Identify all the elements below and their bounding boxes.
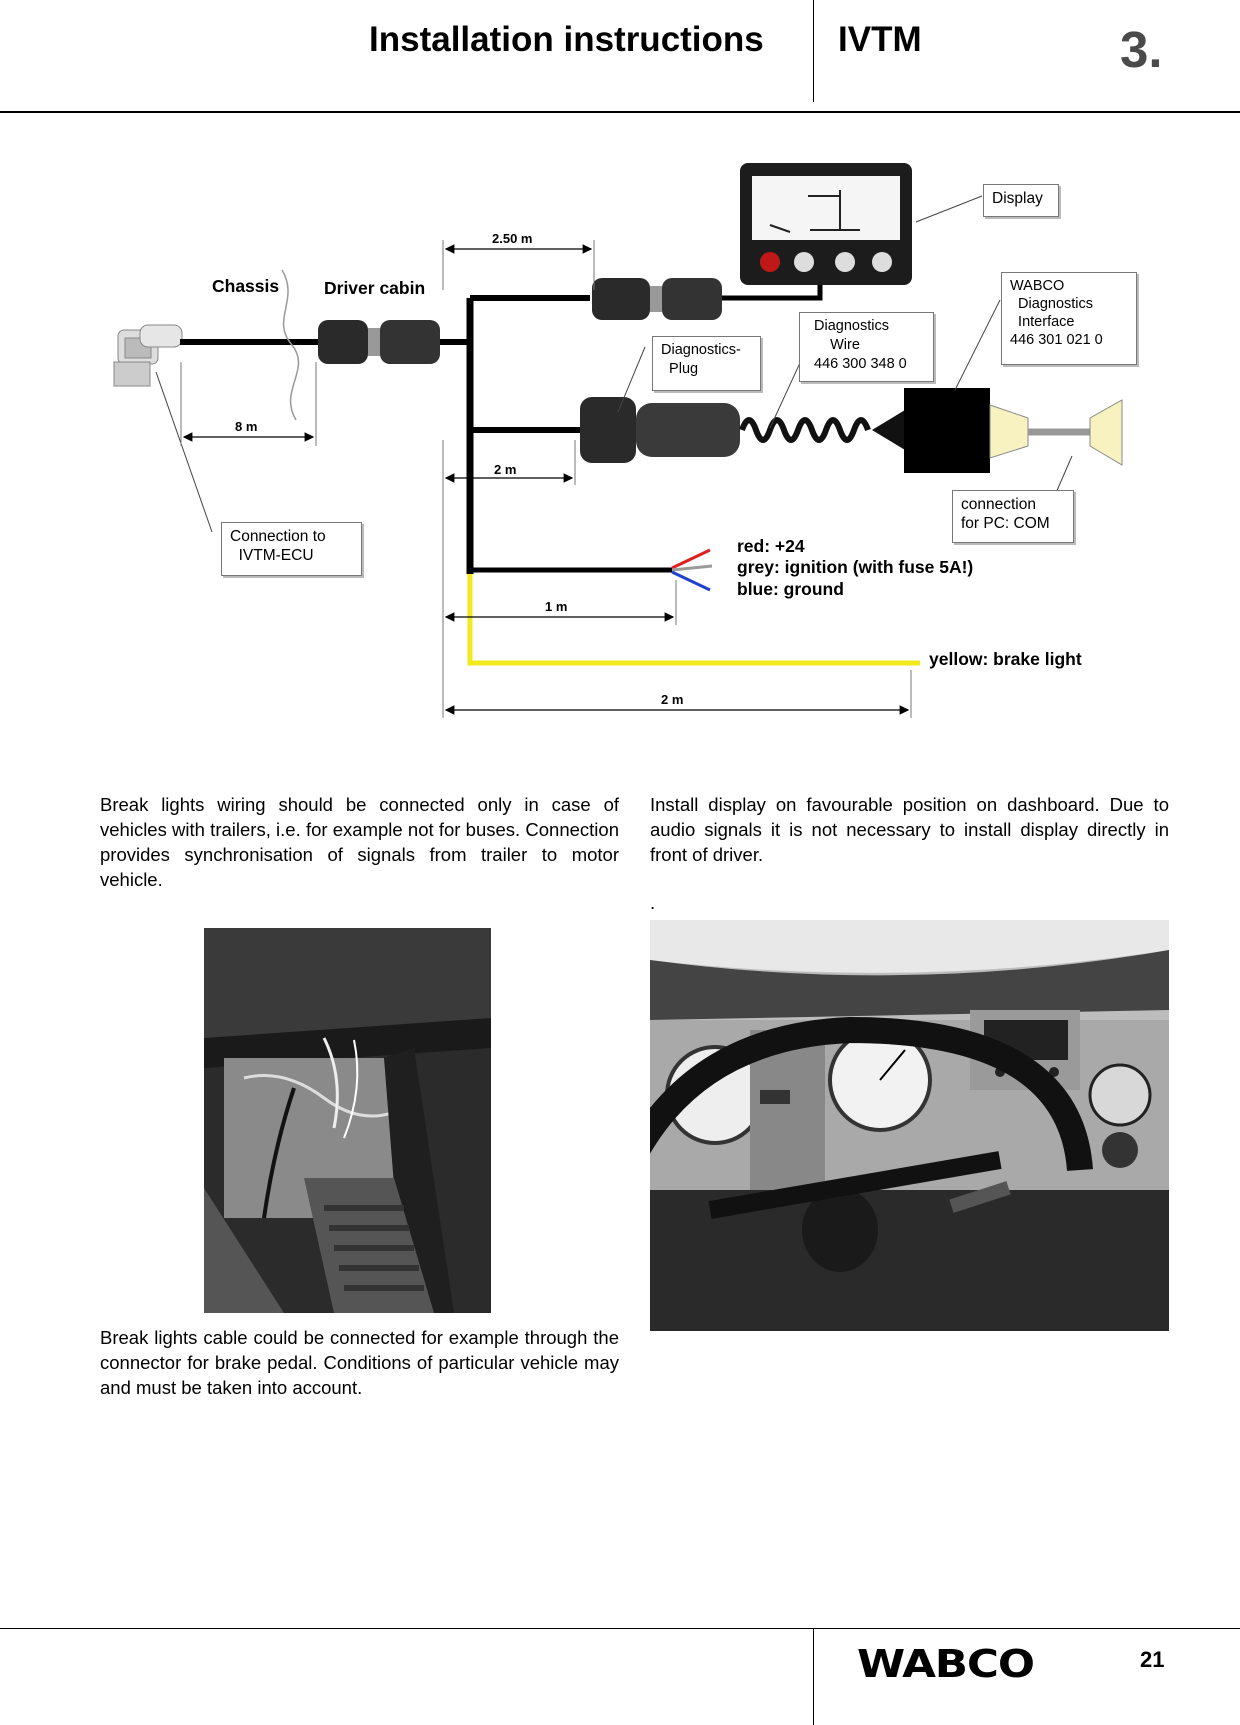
brake-pedal-photo: [204, 928, 491, 1313]
label-pc-connection: connection for PC: COM: [952, 490, 1074, 543]
label-diagnostics-plug: Diagnostics- Plug: [652, 336, 761, 391]
dimension-2m-brake: 2 m: [661, 692, 684, 707]
diagnostics-interface-icon: [872, 388, 1122, 473]
wire-blue-label: blue: ground: [737, 579, 844, 599]
header-product: IVTM: [838, 20, 922, 59]
wire-yellow-label: yellow: brake light: [929, 649, 1082, 669]
text-brake-lights-cable: Break lights cable could be connected for example through the connector for brake pedal. Conditions of particular vehicle may and must be taken into account.: [100, 1327, 619, 1398]
wire-grey-label: grey: ignition (with fuse 5A!): [737, 557, 974, 577]
ecu-connector-icon: [114, 325, 182, 386]
dimension-1m: 1 m: [545, 599, 568, 614]
page-number: 21: [1140, 1647, 1165, 1672]
footer-rule: [0, 1628, 1240, 1629]
label-driver-cabin: Driver cabin: [324, 278, 426, 298]
wire-red-label: red: +24: [737, 536, 805, 556]
footer-divider: [813, 1628, 814, 1725]
connector-pair-main-icon: [318, 320, 440, 364]
label-diagnostics-wire: Diagnostics Wire 446 300 348 0: [799, 312, 934, 382]
wiring-diagram-graphics: [0, 150, 1240, 730]
dimension-8m: 8 m: [235, 419, 258, 434]
label-ecu-connection: Connection to IVTM-ECU: [221, 522, 362, 576]
dimension-2m-diag: 2 m: [494, 462, 517, 477]
label-wabco-diagnostics-interface: WABCO Diagnostics Interface 446 301 021 0: [1001, 272, 1137, 365]
header-section-number: 3.: [1120, 21, 1163, 78]
wiring-diagram: [0, 150, 1240, 730]
label-display: Display: [983, 184, 1059, 217]
label-chassis: Chassis: [212, 276, 280, 296]
dimension-2-50m: 2.50 m: [492, 231, 533, 246]
header-rule: [0, 111, 1240, 113]
diagnostics-plug-icon: [580, 397, 740, 463]
connector-pair-display-icon: [592, 278, 722, 320]
dashboard-photo: [650, 920, 1169, 1331]
header-title: Installation instructions: [369, 20, 764, 59]
text-stray-dot: .: [650, 892, 656, 913]
wabco-logo: WABCO: [857, 1642, 1034, 1686]
text-brake-lights-wiring: Break lights wiring should be connected only in case of vehicles with trailers, i.e. for example not for buses. Connection provides synchronisation of signals from trailer to motor vehicle.: [100, 794, 619, 890]
text-install-display: Install display on favourable position on dashboard. Due to audio signals it is not necessary to install display directly in front of driver.: [650, 794, 1169, 865]
display-unit-icon: [740, 163, 912, 285]
header-divider: [813, 0, 814, 102]
